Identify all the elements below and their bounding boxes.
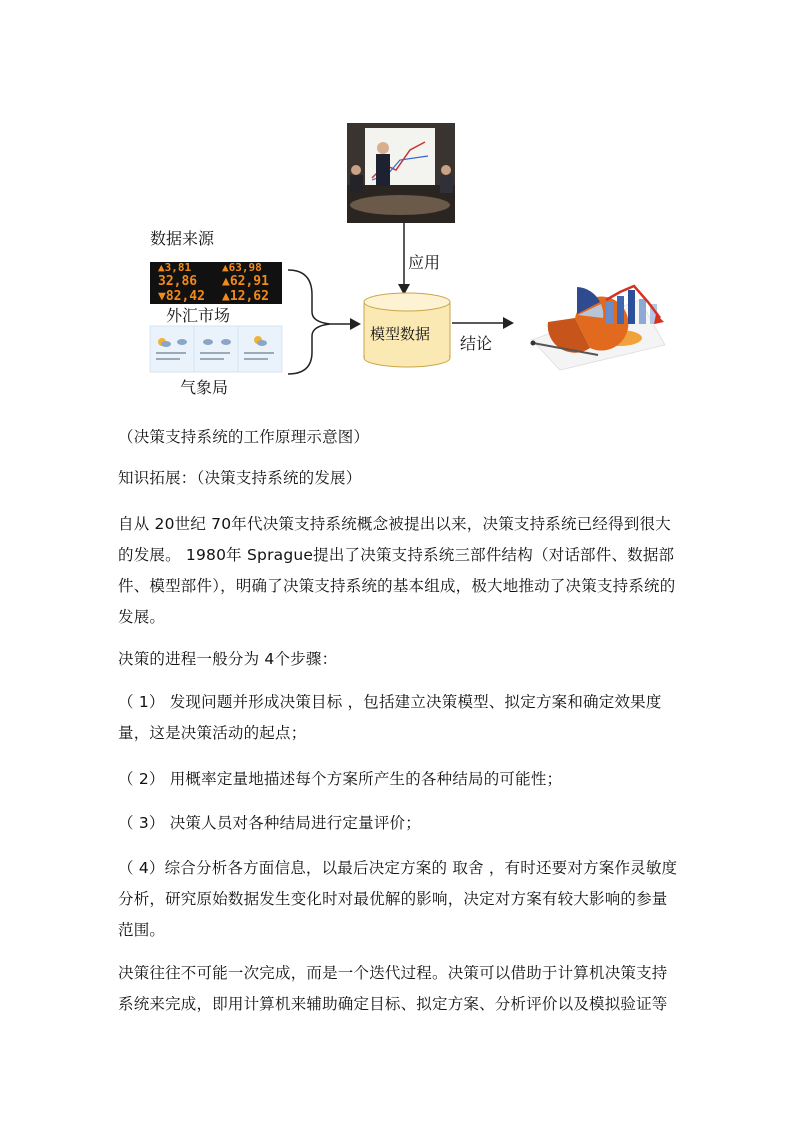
knowledge-extension-title: 知识拓展：（决策支持系统的发展） — [118, 469, 362, 487]
step-item-3: （ 3） 决策人员对各种结局进行定量评价； — [118, 814, 421, 832]
svg-text:▲3,81: ▲3,81 — [158, 261, 192, 274]
svg-text:▲12,62: ▲12,62 — [222, 289, 269, 304]
svg-text:▲63,98: ▲63,98 — [222, 261, 262, 274]
svg-text:32,86: 32,86 — [158, 274, 198, 289]
step-item-1: （ 1） 发现问题并形成决策目标 ，包括建立决策模型、拟定方案和确定效果度量，这是决策活动的起点； — [118, 693, 662, 742]
weather-bureau-label: 气象局 — [180, 378, 229, 397]
conclusion-label: 结论 — [460, 334, 493, 353]
right-arrow-icon — [503, 317, 514, 329]
step-item-2: （ 2） 用概率定量地描述每个方案所产生的各种结局的可能性； — [118, 770, 563, 788]
paragraph-iteration: 决策往往不可能一次完成，而是一个迭代过程。决策可以借助于计算机决策支持系统来完成，即用计算机来辅助确定目标、拟定方案、分析评价以及模拟验证等 — [118, 964, 668, 1013]
brace-icon — [288, 270, 330, 374]
result-chart-image — [531, 286, 666, 370]
weather-forecast-image — [150, 326, 282, 372]
stock-ticker-image — [150, 261, 282, 304]
meeting-photo — [347, 123, 455, 223]
svg-text:▼82,42: ▼82,42 — [158, 289, 205, 304]
paragraph-history: 自从 20世纪 70年代决策支持系统概念被提出以来，决策支持系统已经得到很大的发展。 1980年 Sprague提出了决策支持系统三部件结构（对话部件、数据部件、模型部件），明确了决策支持系统的基本组成，极大地推动了决策支持系统的发展。 — [118, 515, 676, 626]
forex-label: 外汇市场 — [166, 306, 231, 325]
diagram-caption: （决策支持系统的工作原理示意图） — [118, 428, 370, 446]
dss-diagram — [0, 0, 794, 410]
step-item-4: （ 4）综合分析各方面信息，以最后决定方案的 取舍 ，有时还要对方案作灵敏度分析，研究原始数据发生变化时对最优解的影响，决定对方案有较大影响的参量范围。 — [118, 859, 678, 939]
paragraph-steps-intro: 决策的进程一般分为 4个步骤： — [118, 650, 338, 668]
svg-text:▲62,91: ▲62,91 — [222, 274, 269, 289]
data-source-label: 数据来源 — [150, 229, 215, 248]
model-data-label: 模型数据 — [370, 325, 431, 343]
apply-label: 应用 — [408, 253, 441, 272]
right-arrow-icon — [350, 318, 361, 330]
